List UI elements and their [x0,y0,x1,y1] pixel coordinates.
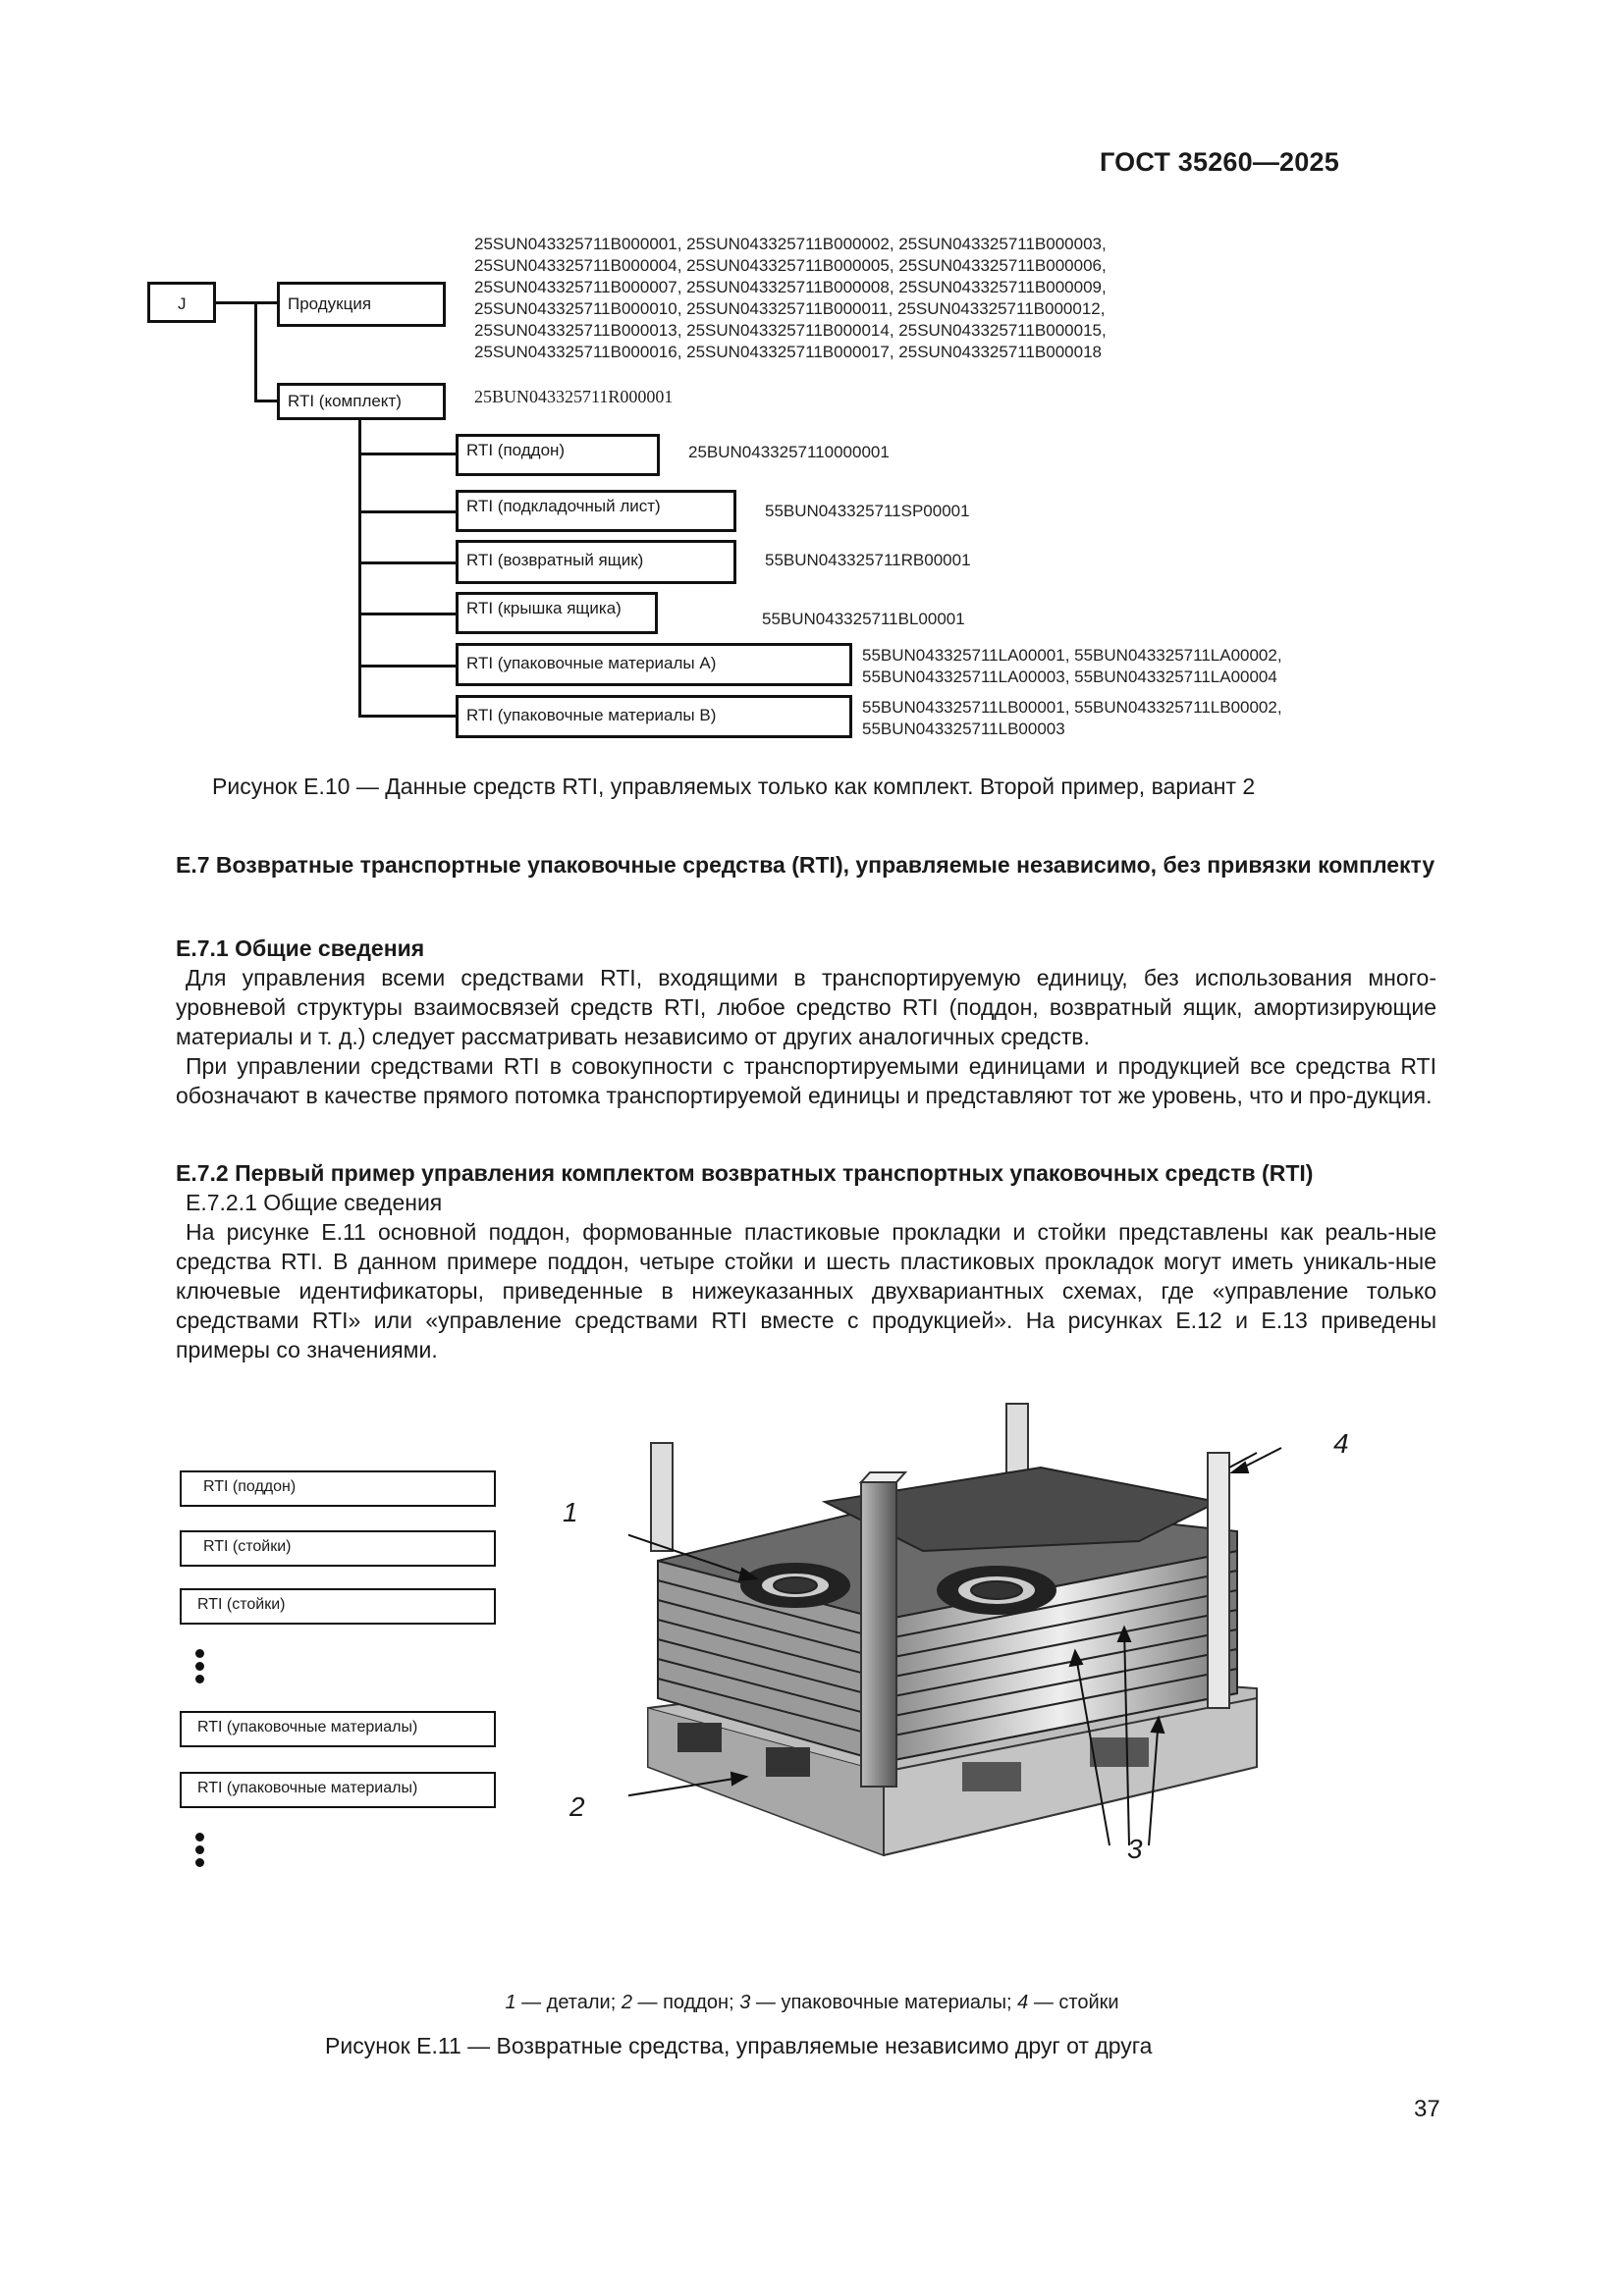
list-box-rti-pallet: RTI (поддон) [180,1470,496,1507]
ellipsis-dot [195,1833,204,1842]
figure-e11-caption: Рисунок Е.11 — Возвратные средства, управляемые независимо друг от друга [325,2033,1153,2058]
legend-number: 3 [739,1992,751,2013]
connector-line [358,413,361,716]
figure-e11-legend [0,1992,1624,2014]
ellipsis-dot [195,1858,204,1867]
ellipsis-dot [195,1845,204,1854]
kit-identifier: 25BUN043325711R000001 [474,387,674,406]
list-box-rti-packaging: RTI (упаковочные материалы) [180,1772,496,1808]
legend-number: 4 [1017,1992,1029,2013]
paragraph: На рисунке Е.11 основной поддон, формованные пластиковые прокладки и стойки представлены как реаль-ные средства RTI. В данном примере поддон, четыре стойки и шесть пластиковых прокладок могут иметь уникаль-ные ключевые идентификаторы, приведенные в нижеуказанных двухвариантных схемах, где «управление только средствами RTI» или «управление средствами RTI вместе с продукцией». На рисунках Е.12 и Е.13 приведены примеры со значениями. [176,1219,1436,1362]
node-rti-packaging-b: RTI (упаковочные материалы B) [456,695,852,738]
node-rti-liner-sheet: RTI (подкладочный лист) [456,490,736,532]
list-box-rti-racks: RTI (стойки) [180,1588,496,1625]
callout-4: 4 [1333,1428,1349,1459]
callout-1: 1 [563,1497,578,1527]
node-rti-return-box: RTI (возвратный ящик) [456,540,736,584]
section-e72-text [176,1188,1436,1364]
connector-line [358,561,457,564]
node-product: Продукция [277,282,446,327]
node-rti-packaging-a: RTI (упаковочные материалы A) [456,643,852,686]
legend-number: 2 [621,1992,632,2013]
list-box-rti-racks: RTI (стойки) [180,1530,496,1567]
connector-line [254,301,257,401]
connector-line [358,665,457,667]
node-rti-kit: RTI (комплект) [277,383,446,420]
ellipsis-dot [195,1649,204,1658]
page-number: 37 [1414,2096,1440,2122]
connector-line [358,715,457,718]
section-e71-heading: Е.7.1 Общие сведения [176,935,425,961]
pallet-identifier: 25BUN0433257110000001 [688,443,890,461]
subsection-e721-title: Е.7.2.1 Общие сведения [186,1190,443,1215]
legend-number: 1 [505,1992,516,2013]
connector-line [358,613,457,615]
section-e7-heading: Е.7 Возвратные транспортные упаковочные средства (RTI), управляемые независимо, без привязки комплекту [176,852,1435,878]
legend-text: — поддон; [631,1992,740,2013]
packaging-b-identifiers: 55BUN043325711LB00001, 55BUN043325711LB00002, 55BUN043325711LB00003 [862,698,1282,738]
packaging-a-identifiers: 55BUN043325711LA00001, 55BUN043325711LA00002, 55BUN043325711LA00003, 55BUN043325711LA00004 [862,646,1282,686]
node-rti-pallet: RTI (поддон) [456,434,660,476]
ellipsis-dot [195,1675,204,1683]
document-number: ГОСТ 35260—2025 [1100,147,1339,177]
legend-text: — стойки [1028,1992,1119,2013]
figure-e10-caption: Рисунок Е.10 — Данные средств RTI, управляемых только как комплект. Второй пример, вариант 2 [212,774,1256,799]
liner-sheet-identifier: 55BUN043325711SP00001 [765,502,970,520]
legend-text: — упаковочные материалы; [750,1992,1018,2013]
node-root-j: J [147,282,216,323]
section-e71-text [176,963,1436,1110]
connector-line [214,301,256,304]
paragraph: При управлении средствами RTI в совокупности с транспортируемыми единицами и продукцией все средства RTI обозначают в качестве прямого потомка транспортируемой единицы и представляют тот же уровень, что и про-дукция. [176,1053,1436,1108]
connector-line [358,453,457,455]
callout-2: 2 [569,1791,585,1822]
box-lid-identifier: 55BUN043325711BL00001 [762,610,965,628]
product-identifiers: 25SUN043325711B000001, 25SUN043325711B000002, 25SUN043325711B000003, 25SUN043325711B000004, 25SUN043325711B000005, 25SUN043325711B000006, 25SUN043325711B000007, 25SUN043325711B000008, 25SUN043325711B000009, 25SUN043325711B000010, 25SUN043325711B000011, 25SUN043325711B000012, 25SUN043325711B000013, 25SUN043325711B000014, 25SUN043325711B000015, 25SUN043325711B000016, 25SUN043325711B000017, 25SUN043325711B000018 [474,235,1107,361]
return-box-identifier: 55BUN043325711RB00001 [765,551,971,569]
legend-text: — детали; [515,1992,622,2013]
connector-line [358,510,457,513]
node-rti-box-lid: RTI (крышка ящика) [456,592,658,634]
section-e72-heading: Е.7.2 Первый пример управления комплектом возвратных транспортных упаковочных средств (RTI) [176,1160,1314,1186]
ellipsis-dot [195,1662,204,1671]
callout-3: 3 [1127,1834,1143,1864]
list-box-rti-packaging: RTI (упаковочные материалы) [180,1711,496,1747]
paragraph: Для управления всеми средствами RTI, входящими в транспортируемую единицу, без использования много-уровневой структуры взаимосвязей средств RTI, любое средство RTI (поддон, возвратный ящик, амортизирующие материалы и т. д.) следует рассматривать независимо от других аналогичных средств. [176,965,1436,1049]
pallet-illustration [628,1394,1316,1904]
